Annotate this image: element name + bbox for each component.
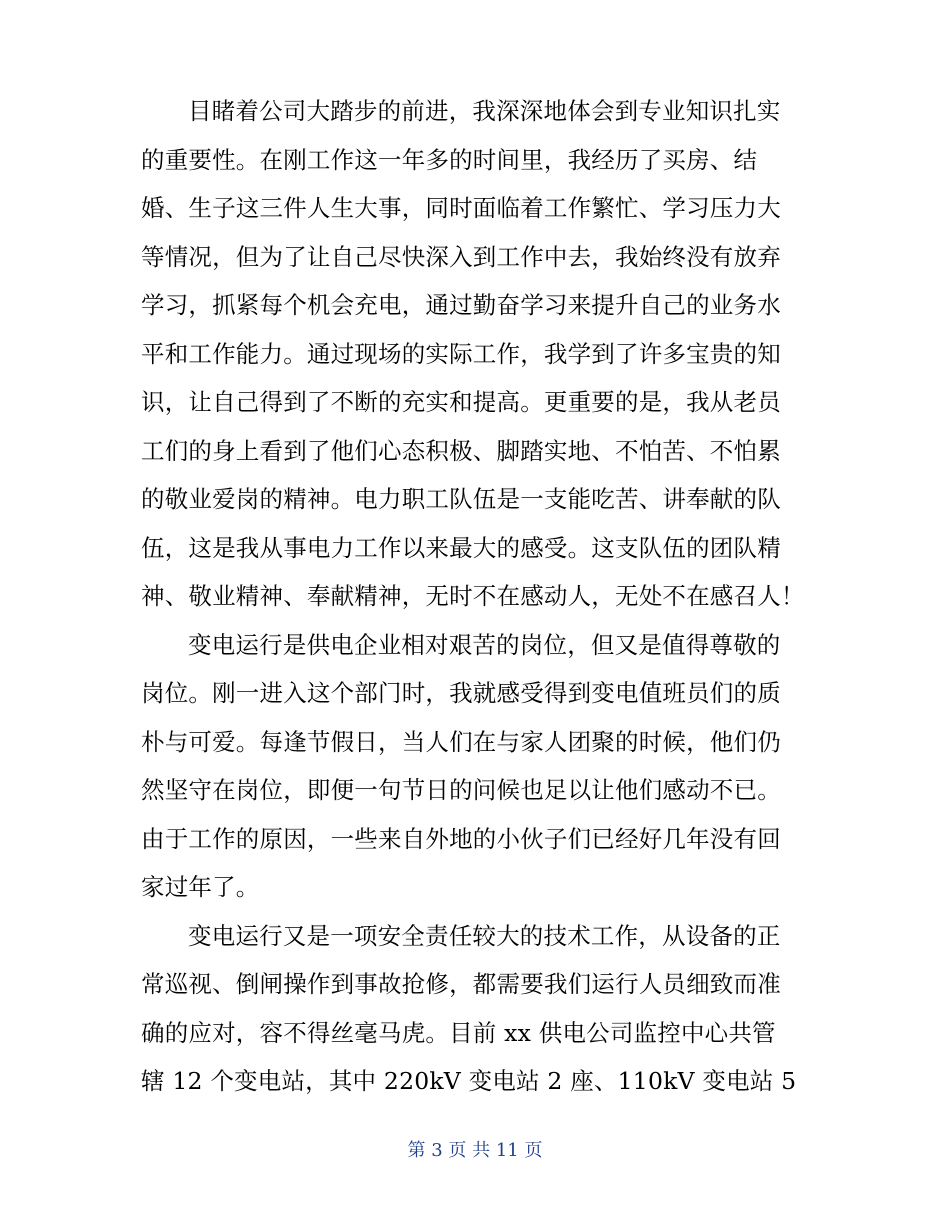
- paragraph-line: 岗位。刚一进入这个部门时，我就感受得到变电值班员们的质: [141, 679, 781, 707]
- paragraph-line: 变电运行是供电企业相对艰苦的岗位，但又是值得尊敬的: [188, 630, 781, 659]
- paragraph-line: 然坚守在岗位，即便一句节日的问候也足以让他们感动不已。: [141, 776, 781, 804]
- paragraph-line: 工们的身上看到了他们心态积极、脚踏实地、不怕苦、不怕累: [141, 436, 781, 465]
- paragraph-line: 辖 12 个变电站，其中 220kV 变电站 2 座、110kV 变电站 5: [141, 1067, 797, 1095]
- page-number-footer: 第 3 页 共 11 页: [407, 1140, 543, 1161]
- paragraph-line: 目睹着公司大踏步的前进，我深深地体会到专业知识扎实: [188, 97, 781, 125]
- paragraph-line: 的敬业爱岗的精神。电力职工队伍是一支能吃苦、讲奉献的队: [141, 485, 781, 513]
- paragraph-line: 学习，抓紧每个机会充电，通过勤奋学习来提升自己的业务水: [141, 291, 781, 319]
- paragraph-line: 平和工作能力。通过现场的实际工作，我学到了许多宝贵的知: [141, 339, 781, 368]
- paragraph-line: 由于工作的原因，一些来自外地的小伙子们已经好几年没有回: [141, 824, 781, 853]
- paragraph-line: 识，让自己得到了不断的充实和提高。更重要的是，我从老员: [141, 388, 781, 416]
- paragraph-line: 等情况，但为了让自己尽快深入到工作中去，我始终没有放弃: [141, 242, 781, 271]
- paragraph-line: 伍，这是我从事电力工作以来最大的感受。这支队伍的团队精: [141, 533, 781, 562]
- paragraph-line: 确的应对，容不得丝毫马虎。目前 xx 供电公司监控中心共管: [141, 1018, 776, 1047]
- paragraph-line: 神、敬业精神、奉献精神，无时不在感动人，无处不在感召人！: [141, 582, 805, 610]
- document-body: [141, 87, 821, 1106]
- paragraph-line: 婚、生子这三件人生大事，同时面临着工作繁忙、学习压力大: [141, 194, 781, 222]
- paragraph-line: 常巡视、倒闸操作到事故抢修，都需要我们运行人员细致而准: [141, 970, 781, 998]
- paragraph-line: 变电运行又是一项安全责任较大的技术工作，从设备的正: [188, 921, 781, 950]
- paragraph-line: 的重要性。在刚工作这一年多的时间里，我经历了买房、结: [141, 145, 758, 174]
- paragraph-line: 家过年了。: [141, 873, 260, 901]
- paragraph-line: 朴与可爱。每逢节假日，当人们在与家人团聚的时候，他们仍: [141, 727, 781, 756]
